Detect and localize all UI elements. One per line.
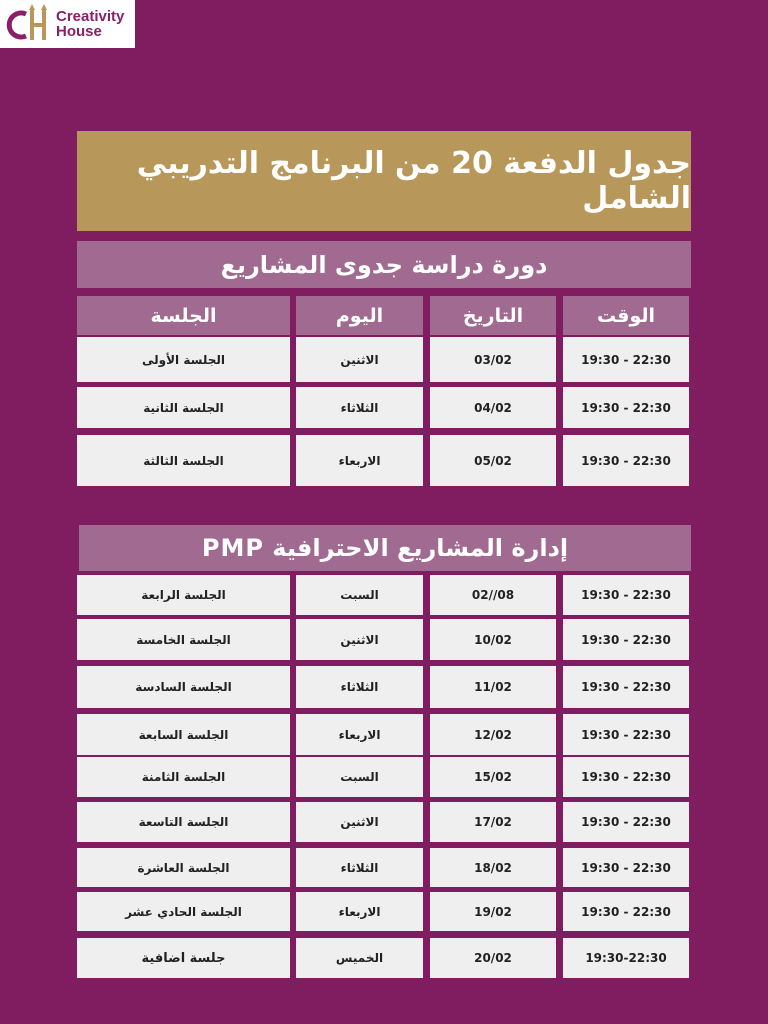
table-cell-time: 19:30 - 22:30 — [563, 337, 689, 382]
table-cell-date: 05/02 — [430, 435, 556, 486]
table-cell-time: 19:30 - 22:30 — [563, 435, 689, 486]
logo-text — [56, 9, 124, 39]
table-cell-time: 19:30 - 22:30 — [563, 892, 689, 931]
header-time: الوقت — [563, 296, 689, 335]
section-1-header — [77, 241, 691, 288]
table-cell-day: الاثنين — [296, 619, 423, 660]
table-cell-session: الجلسة العاشرة — [77, 848, 290, 887]
logo-line-2: House — [56, 23, 102, 40]
table-cell-date: 03/02 — [430, 337, 556, 382]
table-cell-session: الجلسة الثالثة — [77, 435, 290, 486]
table-cell-date: 19/02 — [430, 892, 556, 931]
table-cell-time: 19:30 - 22:30 — [563, 387, 689, 428]
table-cell-session: الجلسة السابعة — [77, 714, 290, 755]
table-cell-time: 19:30 - 22:30 — [563, 802, 689, 842]
table-cell-day: الاثنين — [296, 337, 423, 382]
table-cell-session: الجلسة الثامنة — [77, 757, 290, 797]
table-cell-date: 17/02 — [430, 802, 556, 842]
table-cell-time: 19:30 - 22:30 — [563, 619, 689, 660]
header-session: الجلسة — [77, 296, 290, 335]
table-cell-session: الجلسة التاسعة — [77, 802, 290, 842]
table-cell-date: 12/02 — [430, 714, 556, 755]
table-cell-date: 10/02 — [430, 619, 556, 660]
section-2-title: إدارة المشاريع الاحترافية PMP — [201, 534, 569, 562]
creativity-house-logo — [0, 0, 135, 48]
table-cell-session: الجلسة الثانية — [77, 387, 290, 428]
table-cell-date: 08//02 — [430, 575, 556, 615]
section-2-header — [79, 525, 691, 571]
table-cell-session: الجلسة الأولى — [77, 337, 290, 382]
table-cell-session: الجلسة السادسة — [77, 666, 290, 708]
logo-mark-icon — [4, 4, 56, 44]
table-cell-day: الاربعاء — [296, 714, 423, 755]
table-cell-session: الجلسة الخامسة — [77, 619, 290, 660]
table-cell-day: الاربعاء — [296, 892, 423, 931]
table-cell-day: الثلاثاء — [296, 387, 423, 428]
page-title-box — [77, 131, 691, 231]
table-cell-day: السبت — [296, 757, 423, 797]
table-cell-day: الثلاثاء — [296, 666, 423, 708]
section-1-title: دورة دراسة جدوى المشاريع — [220, 250, 548, 279]
table-cell-date: 11/02 — [430, 666, 556, 708]
table-cell-date: 20/02 — [430, 938, 556, 978]
table-cell-time: 19:30 - 22:30 — [563, 714, 689, 755]
table-cell-day: الاثنين — [296, 802, 423, 842]
header-day: اليوم — [296, 296, 423, 335]
table-cell-date: 18/02 — [430, 848, 556, 887]
table-cell-date: 04/02 — [430, 387, 556, 428]
table-cell-time: 19:30 - 22:30 — [563, 575, 689, 615]
table-cell-session: الجلسة الرابعة — [77, 575, 290, 615]
table-cell-day: الثلاثاء — [296, 848, 423, 887]
table-cell-day: السبت — [296, 575, 423, 615]
table-cell-day: الاربعاء — [296, 435, 423, 486]
table-cell-day: الخميس — [296, 938, 423, 978]
page-title: جدول الدفعة 20 من البرنامج التدريبي الشامل — [136, 146, 691, 216]
table-cell-date: 15/02 — [430, 757, 556, 797]
header-date: التاريخ — [430, 296, 556, 335]
table-cell-time: 19:30 - 22:30 — [563, 666, 689, 708]
table-cell-session: جلسة اضافية — [77, 938, 290, 978]
table-cell-session: الجلسة الحادي عشر — [77, 892, 290, 931]
logo-line-1: Creativity — [56, 8, 125, 25]
table-cell-time: 19:30 - 22:30 — [563, 757, 689, 797]
table-cell-time: 19:30 - 22:30 — [563, 848, 689, 887]
table-cell-time: 19:30-22:30 — [563, 938, 689, 978]
